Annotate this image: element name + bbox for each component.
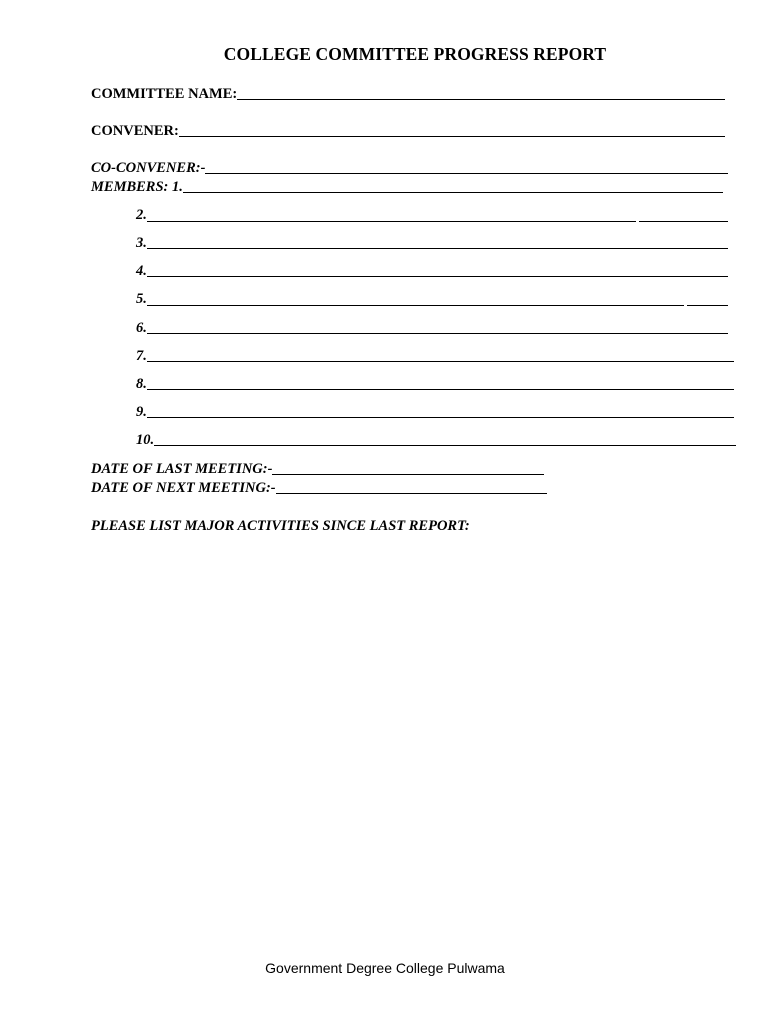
co-convener-field[interactable] [205, 173, 728, 174]
member-number-label: 3. [136, 235, 147, 251]
page-title: COLLEGE COMMITTEE PROGRESS REPORT [223, 44, 607, 64]
member-number-label: 8. [136, 376, 147, 392]
member-3-field[interactable] [147, 248, 728, 249]
member-row [136, 432, 736, 448]
member-10-field[interactable] [154, 445, 736, 446]
member-9-field[interactable] [147, 417, 734, 418]
member-4-field[interactable] [147, 276, 728, 277]
member-number-label: 4. [136, 263, 147, 279]
members-label: MEMBERS: 1. [91, 179, 183, 195]
page-footer: Government Degree College Pulwama [265, 960, 505, 976]
member-row [136, 320, 728, 336]
date-next-meeting-label: DATE OF NEXT MEETING:- [91, 480, 276, 496]
member-row [136, 235, 728, 251]
member-number-label: 2. [136, 207, 147, 223]
date-last-meeting-field[interactable] [272, 474, 544, 475]
member-row [136, 376, 734, 392]
date-last-meeting-label: DATE OF LAST MEETING:- [91, 461, 273, 477]
convener-row [91, 123, 725, 139]
member-8-field[interactable] [147, 389, 734, 390]
co-convener-label: CO-CONVENER:- [91, 160, 206, 176]
member-row [136, 263, 728, 279]
members-row-1 [91, 179, 723, 195]
member-1-field[interactable] [183, 192, 723, 193]
member-row [136, 348, 734, 364]
committee-name-field[interactable] [237, 99, 725, 100]
member-number-label: 9. [136, 404, 147, 420]
date-next-meeting-field[interactable] [276, 493, 547, 494]
activities-heading: PLEASE LIST MAJOR ACTIVITIES SINCE LAST REPORT: [91, 518, 470, 534]
committee-name-label: COMMITTEE NAME: [91, 86, 238, 102]
member-row [136, 404, 734, 420]
member-6-field[interactable] [147, 333, 728, 334]
member-number-label: 10. [136, 432, 155, 448]
member-number-label: 7. [136, 348, 147, 364]
date-next-meeting-row [91, 480, 547, 496]
co-convener-row [91, 160, 728, 176]
convener-label: CONVENER: [91, 123, 179, 139]
member-row [136, 291, 728, 307]
member-number-label: 5. [136, 291, 147, 307]
date-last-meeting-row [91, 461, 544, 477]
member-row [136, 207, 728, 223]
committee-name-row [91, 86, 725, 102]
member-7-field[interactable] [147, 361, 734, 362]
member-number-label: 6. [136, 320, 147, 336]
convener-field[interactable] [179, 136, 725, 137]
